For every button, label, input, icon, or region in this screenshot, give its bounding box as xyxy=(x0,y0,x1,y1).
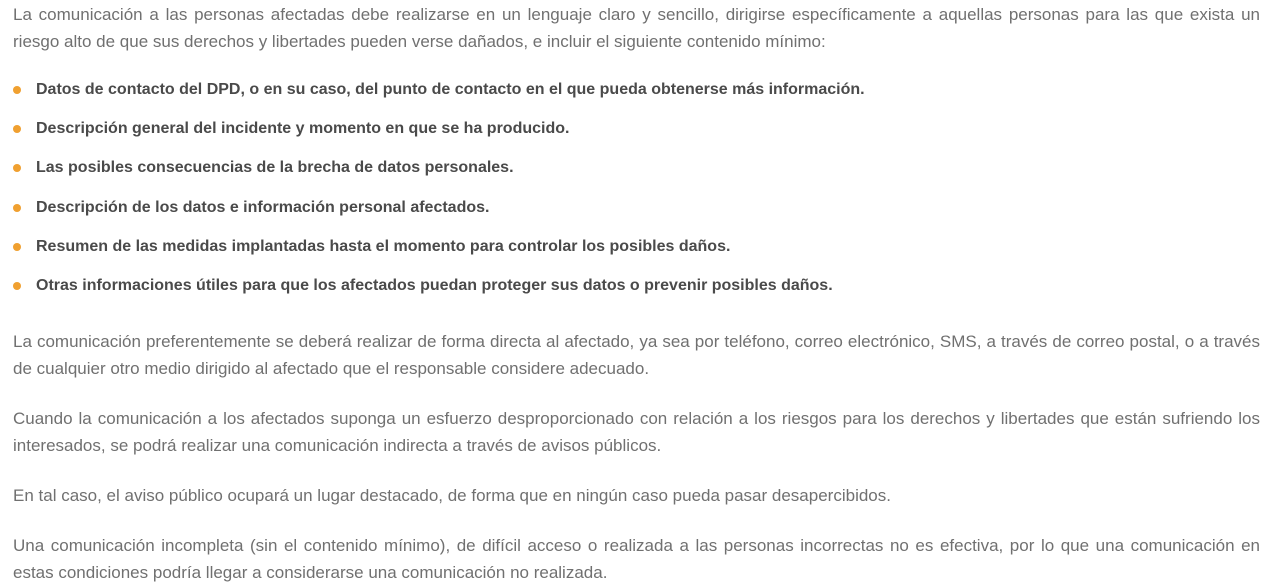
list-item xyxy=(13,273,1260,312)
list-item-text: Descripción de los datos e información personal afectados. xyxy=(36,198,490,216)
intro-paragraph: La comunicación a las personas afectadas debe realizarse en un lenguaje claro y sencillo, dirigirse específicamente a aquellas personas para las que exista un riesgo alto de que sus derechos y libertades pueden verse dañados, e incluir el siguiente contenido mínimo: xyxy=(13,5,1260,51)
list-item-text: Resumen de las medidas implantadas hasta el momento para controlar los posibles daños. xyxy=(36,237,731,255)
incomplete-communication-paragraph: Una comunicación incompleta (sin el contenido mínimo), de difícil acceso o realizada a las personas incorrectas no es efectiva, por lo que una comunicación en estas condiciones podría llegar a considerarse una comunicación no realizada. xyxy=(13,536,1260,583)
bullet-dot-icon xyxy=(13,86,21,94)
bullet-dot-icon xyxy=(13,164,21,172)
bullet-dot-icon xyxy=(13,282,21,290)
bullet-dot-icon xyxy=(13,243,21,251)
direct-communication-paragraph: La comunicación preferentemente se deberá realizar de forma directa al afectado, ya sea por teléfono, correo electrónico, SMS, a través de correo postal, o a través de cualquier otro medio dirigido al afectado que el responsable considere adecuado. xyxy=(13,332,1260,379)
article-content xyxy=(13,0,1260,586)
indirect-communication-paragraph: Cuando la comunicación a los afectados suponga un esfuerzo desproporcionado con relación a los riesgos para los derechos y libertades que están sufriendo los interesados, se podrá realizar una comunicación indirecta a través de avisos públicos. xyxy=(13,409,1260,456)
list-item-text: Otras informaciones útiles para que los afectados puedan proteger sus datos o prevenir posibles daños. xyxy=(36,276,833,294)
list-item xyxy=(13,195,1260,234)
public-notice-paragraph: En tal caso, el aviso público ocupará un lugar destacado, de forma que en ningún caso pueda pasar desapercibidos. xyxy=(13,486,891,506)
list-item xyxy=(13,155,1260,194)
minimum-content-list xyxy=(13,77,1260,312)
list-item xyxy=(13,116,1260,155)
list-item-text: Descripción general del incidente y momento en que se ha producido. xyxy=(36,120,570,138)
list-item xyxy=(13,234,1260,273)
bullet-dot-icon xyxy=(13,125,21,133)
list-item xyxy=(13,77,1260,116)
list-item-text: Las posibles consecuencias de la brecha de datos personales. xyxy=(36,159,514,177)
list-item-text: Datos de contacto del DPD, o en su caso, del punto de contacto en el que pueda obtenerse más información. xyxy=(36,81,865,98)
bullet-dot-icon xyxy=(13,204,21,212)
